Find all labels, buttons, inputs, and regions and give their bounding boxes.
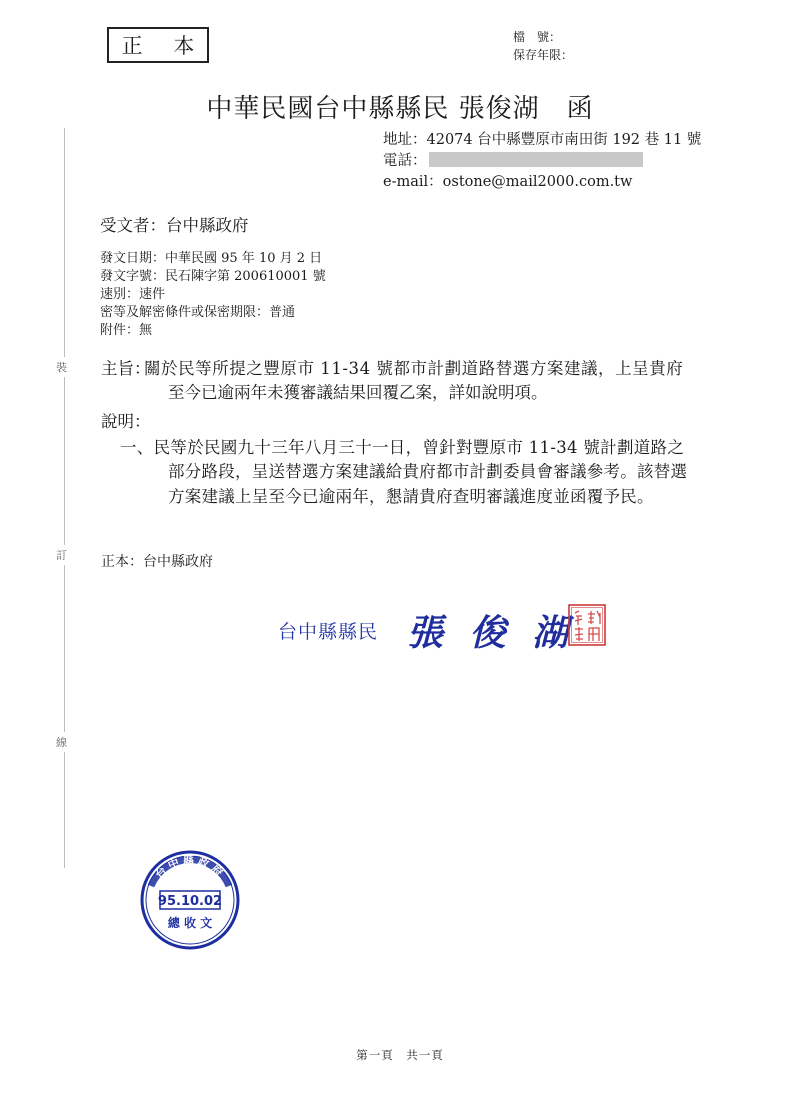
personal-seal-stamp bbox=[567, 603, 607, 647]
explanation-line: 一、民等於民國九十三年八月三十一日，曾針對豐原市 11-34 號計劃道路之 bbox=[120, 438, 685, 457]
binding-mark: 裝 bbox=[56, 357, 67, 377]
stamp-agency: 台中縣政府 bbox=[152, 854, 228, 882]
explanation-line: 方案建議上呈至今已逾兩年，懇請貴府查明審議進度並函覆予民。 bbox=[168, 487, 654, 506]
original-copy-label: 正 本 bbox=[107, 27, 209, 63]
page-footer: 第一頁 共一頁 bbox=[356, 1048, 444, 1062]
binding-mark: 線 bbox=[56, 732, 67, 752]
receipt-stamp bbox=[138, 848, 242, 952]
signature-name: 張 俊 湖 bbox=[407, 612, 576, 654]
copy-to: 正本：台中縣政府 bbox=[101, 554, 213, 570]
urgency: 速別：速件 bbox=[100, 287, 166, 302]
document-number: 發文字號：民石陳字第 200610001 號 bbox=[100, 269, 326, 284]
binding-line bbox=[64, 128, 65, 868]
attachment: 附件：無 bbox=[100, 323, 153, 338]
sender-email: e-mail：ostone@mail2000.com.tw bbox=[383, 174, 633, 190]
explanation-line: 部分路段，呈送替選方案建議給貴府都市計劃委員會審議參考。該替選 bbox=[168, 462, 688, 481]
stamp-date: 95.10.02 bbox=[157, 894, 223, 909]
binding-mark: 訂 bbox=[56, 545, 67, 565]
sender-phone bbox=[383, 149, 643, 170]
classification: 密等及解密條件或保密期限：普通 bbox=[100, 305, 296, 320]
recipient: 受文者：台中縣政府 bbox=[100, 216, 249, 235]
issue-date: 發文日期：中華民國 95 年 10 月 2 日 bbox=[100, 251, 323, 266]
sender-address: 地址：42074 台中縣豐原市南田街 192 巷 11 號 bbox=[383, 132, 702, 148]
signature-label: 台中縣縣民 bbox=[278, 621, 379, 643]
phone-label: 電話： bbox=[383, 153, 427, 169]
retention-period-field: 保存年限： bbox=[513, 48, 574, 62]
subject-line: 關於民等所提之豐原市 11-34 號都市計劃道路替選方案建議，上呈貴府 bbox=[144, 359, 684, 378]
explanation-label: 說明： bbox=[101, 412, 151, 431]
phone-redaction bbox=[429, 152, 643, 167]
stamp-office: 總 收 文 bbox=[167, 916, 213, 930]
svg-text:台中縣政府 bbox=[152, 853, 228, 881]
subject-line: 至今已逾兩年未獲審議結果回覆乙案，詳如說明項。 bbox=[168, 383, 548, 402]
subject-label: 主旨： bbox=[101, 359, 151, 378]
letter-title: 中華民國台中縣縣民 張俊湖 函 bbox=[206, 94, 594, 124]
archive-number-field: 檔 號： bbox=[513, 30, 562, 44]
